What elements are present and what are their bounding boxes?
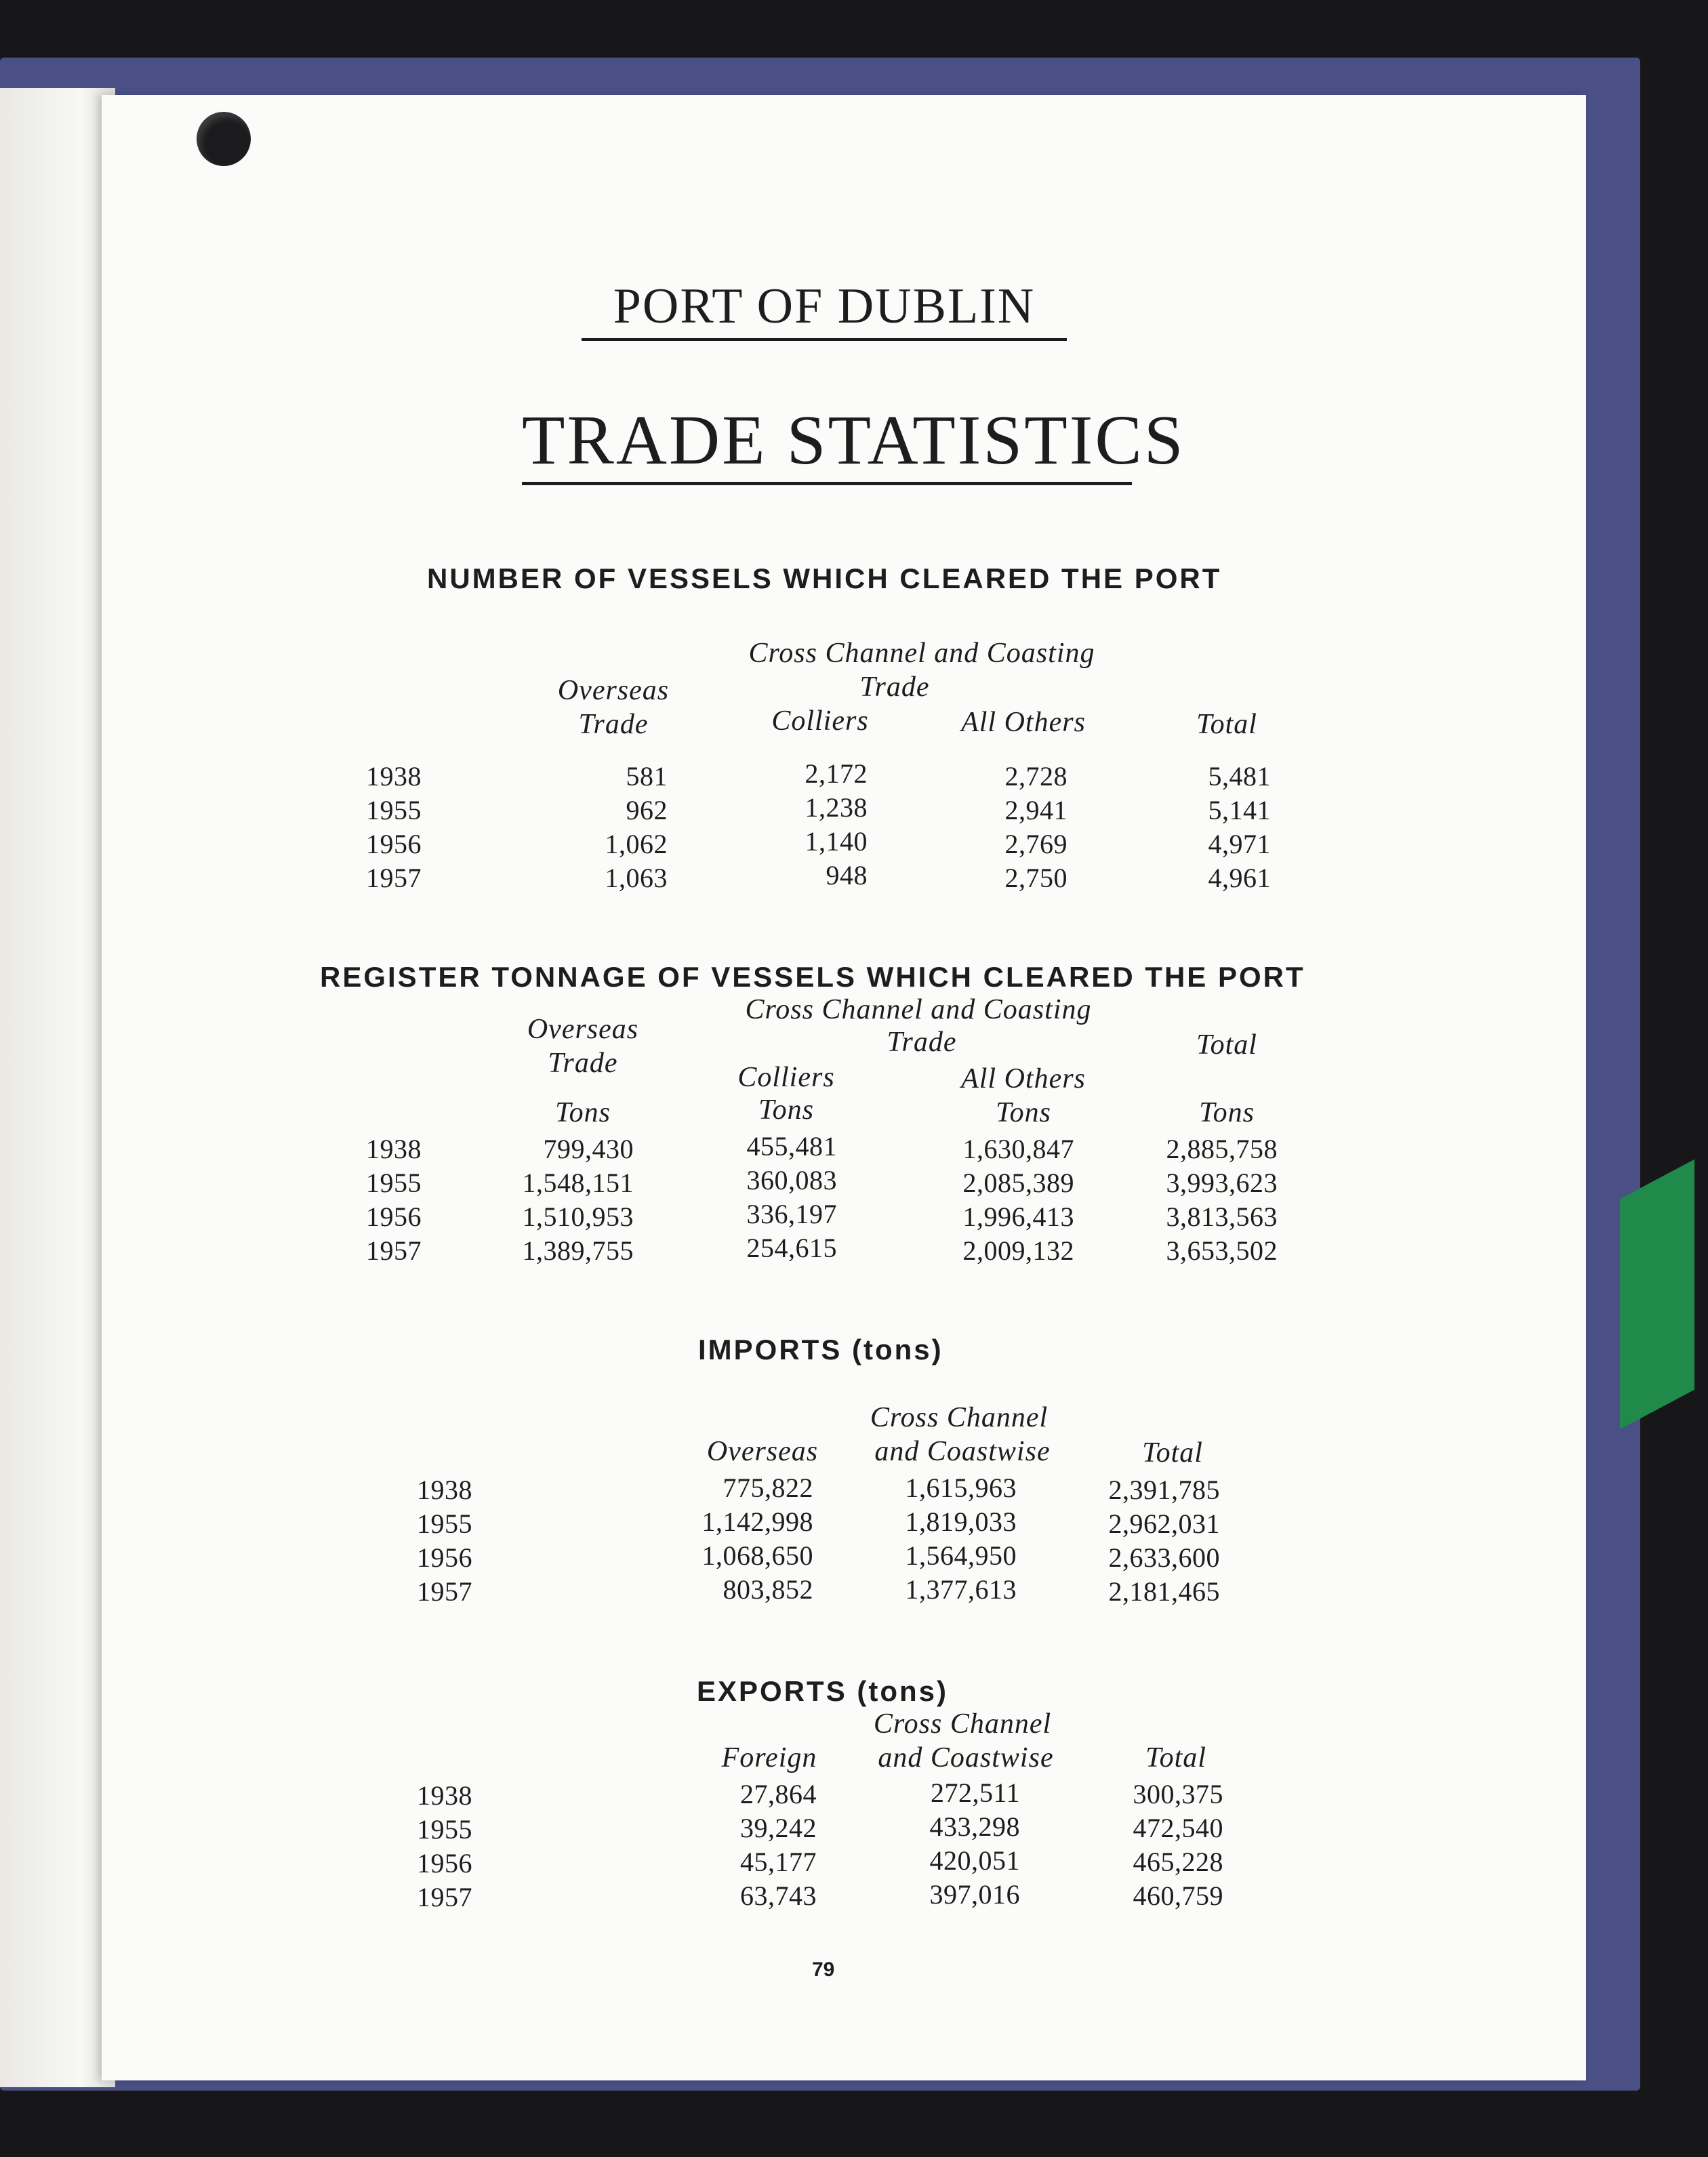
- tonnage-col-total: Total: [1196, 1029, 1257, 1061]
- total-cell: 2,962,031: [1108, 1508, 1220, 1539]
- tonnage-col-all-others: All Others: [961, 1063, 1086, 1094]
- year-cell: 1956: [366, 829, 422, 859]
- year-cell: 1956: [417, 1542, 472, 1573]
- colliers-cell: 336,197: [746, 1199, 837, 1229]
- total-cell: 4,961: [1208, 863, 1271, 893]
- total-cell: 4,971: [1208, 829, 1271, 859]
- foreign-cell: 45,177: [740, 1847, 817, 1877]
- year-cell: 1957: [417, 1882, 472, 1912]
- total-cell: 3,813,563: [1166, 1201, 1278, 1232]
- imports-col-coastwise: and Coastwise: [874, 1436, 1051, 1467]
- total-cell: 3,653,502: [1166, 1235, 1278, 1266]
- cross-channel-cell: 1,819,033: [905, 1506, 1017, 1537]
- cross-channel-cell: 397,016: [929, 1879, 1020, 1910]
- overseas-cell: 1,068,650: [702, 1540, 813, 1571]
- overseas-cell: 1,063: [605, 863, 668, 893]
- overseas-cell: 799,430: [543, 1134, 634, 1164]
- colliers-cell: 360,083: [746, 1165, 837, 1195]
- year-cell: 1938: [366, 761, 422, 792]
- total-cell: 465,228: [1133, 1847, 1223, 1877]
- exports-col-foreign: Foreign: [721, 1742, 817, 1773]
- others-cell: 2,009,132: [962, 1235, 1074, 1266]
- vessels-col-overseas-trade: Trade: [578, 709, 649, 740]
- tonnage-unit-others: Tons: [996, 1097, 1051, 1128]
- overseas-cell: 803,852: [723, 1574, 813, 1605]
- facing-page-edge: [0, 88, 115, 2087]
- overseas-cell: 1,062: [605, 829, 668, 859]
- cross-channel-cell: 1,564,950: [905, 1540, 1017, 1571]
- tonnage-unit-total: Tons: [1199, 1097, 1255, 1128]
- tonnage-col-colliers: Colliers: [737, 1062, 835, 1093]
- cross-channel-cell: 433,298: [929, 1811, 1020, 1842]
- year-cell: 1956: [417, 1848, 472, 1878]
- colliers-cell: 455,481: [746, 1131, 837, 1162]
- others-cell: 1,630,847: [962, 1134, 1074, 1164]
- year-cell: 1938: [417, 1780, 472, 1811]
- vessels-group-header-trade: Trade: [859, 672, 930, 703]
- overseas-cell: 1,548,151: [522, 1168, 634, 1198]
- cross-channel-cell: 1,615,963: [905, 1473, 1017, 1503]
- overseas-cell: 775,822: [723, 1473, 813, 1503]
- tonnage-col-overseas: Overseas: [527, 1014, 639, 1045]
- others-cell: 2,769: [1004, 829, 1068, 859]
- vessels-heading: NUMBER OF VESSELS WHICH CLEARED THE PORT: [427, 562, 1222, 594]
- imports-heading: IMPORTS (tons): [698, 1334, 943, 1365]
- year-cell: 1938: [366, 1134, 422, 1164]
- others-cell: 2,728: [1004, 761, 1068, 792]
- year-cell: 1957: [417, 1576, 472, 1607]
- year-cell: 1955: [417, 1508, 472, 1539]
- total-cell: 2,633,600: [1108, 1542, 1220, 1573]
- others-cell: 2,085,389: [962, 1168, 1074, 1198]
- year-cell: 1938: [417, 1475, 472, 1505]
- overseas-cell: 1,142,998: [702, 1506, 813, 1537]
- green-bookmark-strip: [1620, 1159, 1694, 1429]
- imports-col-cross-channel: Cross Channel: [870, 1402, 1049, 1433]
- exports-col-coastwise: and Coastwise: [878, 1742, 1054, 1773]
- tonnage-heading: REGISTER TONNAGE OF VESSELS WHICH CLEARED THE PORT: [320, 961, 1305, 993]
- exports-col-cross-channel: Cross Channel: [873, 1708, 1052, 1740]
- imports-col-overseas: Overseas: [706, 1436, 819, 1467]
- page-number: 79: [812, 1958, 835, 1981]
- vessels-col-overseas: Overseas: [557, 675, 670, 706]
- tonnage-unit-overseas: Tons: [555, 1097, 611, 1128]
- total-cell: 460,759: [1133, 1881, 1223, 1911]
- vessels-col-all-others: All Others: [961, 707, 1086, 738]
- total-cell: 2,391,785: [1108, 1475, 1220, 1505]
- colliers-cell: 254,615: [746, 1233, 837, 1263]
- exports-col-total: Total: [1145, 1742, 1206, 1773]
- total-cell: 2,885,758: [1166, 1134, 1278, 1164]
- foreign-cell: 63,743: [740, 1881, 817, 1911]
- overseas-cell: 581: [626, 761, 668, 792]
- year-cell: 1955: [417, 1814, 472, 1845]
- tonnage-col-overseas-trade: Trade: [548, 1048, 618, 1079]
- total-cell: 5,481: [1208, 761, 1271, 792]
- tonnage-group-header-trade: Trade: [887, 1027, 957, 1058]
- total-cell: 2,181,465: [1108, 1576, 1220, 1607]
- cross-channel-cell: 1,377,613: [905, 1574, 1017, 1605]
- total-cell: 472,540: [1133, 1813, 1223, 1843]
- vessels-group-header: Cross Channel and Coasting: [748, 638, 1095, 669]
- others-cell: 2,750: [1004, 863, 1068, 893]
- total-cell: 300,375: [1133, 1779, 1223, 1809]
- year-cell: 1956: [366, 1201, 422, 1232]
- total-cell: 3,993,623: [1166, 1168, 1278, 1198]
- foreign-cell: 27,864: [740, 1779, 817, 1809]
- foreign-cell: 39,242: [740, 1813, 817, 1843]
- cross-channel-cell: 272,511: [930, 1778, 1020, 1808]
- colliers-cell: 1,140: [805, 826, 868, 857]
- colliers-cell: 2,172: [805, 758, 868, 789]
- cross-channel-cell: 420,051: [929, 1845, 1020, 1876]
- year-cell: 1955: [366, 1168, 422, 1198]
- year-cell: 1955: [366, 795, 422, 825]
- exports-heading: EXPORTS (tons): [697, 1675, 949, 1707]
- tonnage-unit-colliers: Tons: [758, 1094, 814, 1126]
- overseas-cell: 1,510,953: [522, 1201, 634, 1232]
- others-cell: 1,996,413: [962, 1201, 1074, 1232]
- overseas-cell: 962: [626, 795, 668, 825]
- year-cell: 1957: [366, 863, 422, 893]
- page-title: PORT OF DUBLIN: [582, 278, 1067, 341]
- total-cell: 5,141: [1208, 795, 1271, 825]
- year-cell: 1957: [366, 1235, 422, 1266]
- imports-col-total: Total: [1142, 1437, 1203, 1468]
- colliers-cell: 1,238: [805, 792, 868, 823]
- page-subtitle: TRADE STATISTICS: [522, 400, 1132, 485]
- tonnage-group-header: Cross Channel and Coasting: [745, 994, 1092, 1025]
- punch-hole: [197, 112, 251, 166]
- vessels-col-total: Total: [1196, 709, 1257, 740]
- others-cell: 2,941: [1004, 795, 1068, 825]
- colliers-cell: 948: [826, 860, 868, 890]
- vessels-col-colliers: Colliers: [771, 705, 869, 737]
- overseas-cell: 1,389,755: [522, 1235, 634, 1266]
